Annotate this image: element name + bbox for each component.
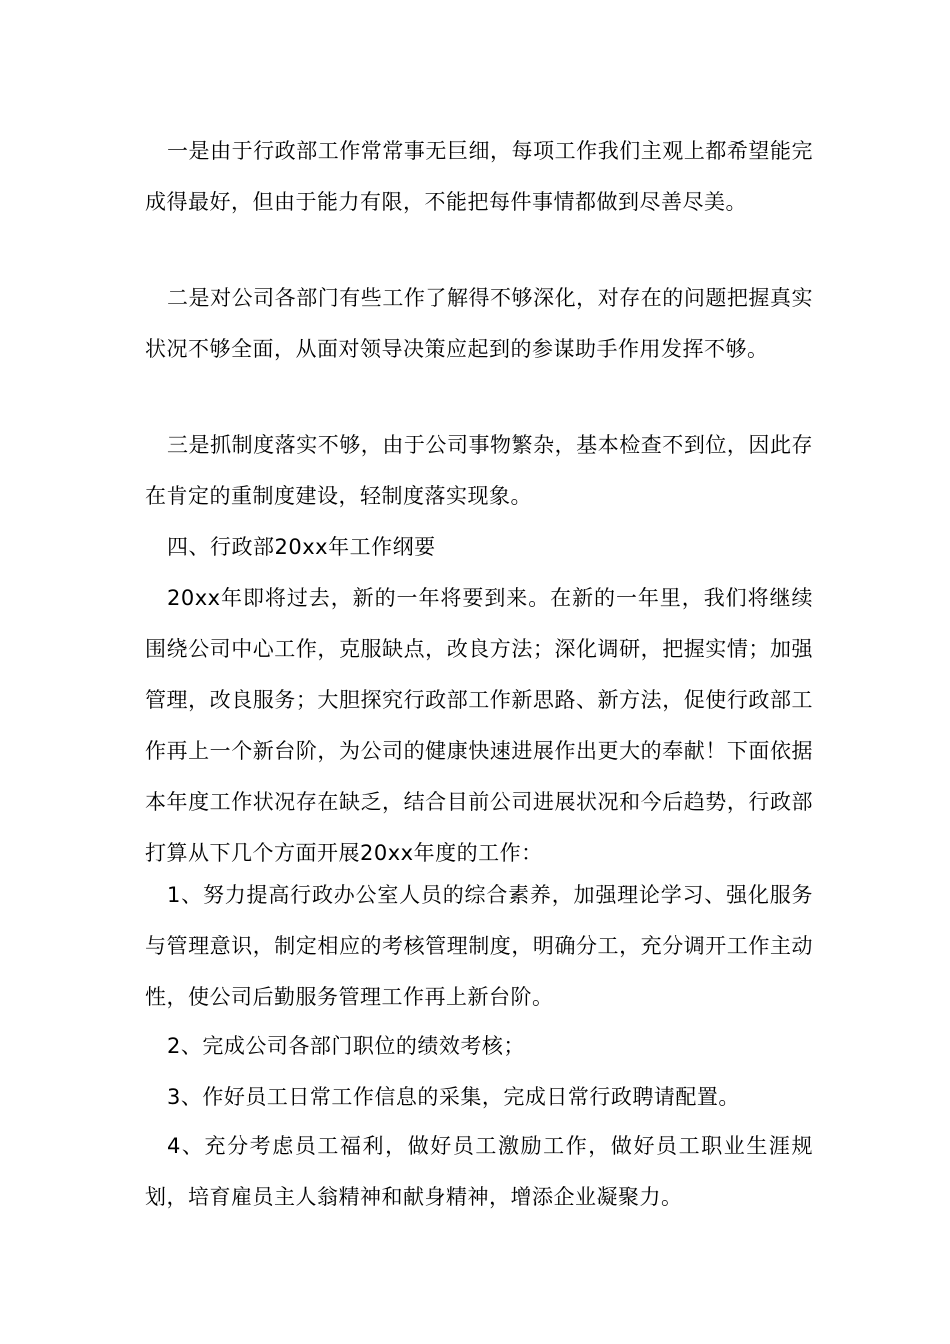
list-item-2: 2、完成公司各部门职位的绩效考核； [167, 1034, 525, 1058]
paragraph-point-one: 一是由于行政部工作常常事无巨细，每项工作我们主观上都希望能完成得最好，但由于能力有限，不能把每件事情都做到尽善尽美。 [145, 139, 813, 214]
paragraph-point-three: 三是抓制度落实不够，由于公司事物繁杂，基本检查不到位，因此存在肯定的重制度建设，轻制度落实现象。 [145, 433, 813, 508]
paragraph-intro: 20xx年即将过去，新的一年将要到来。在新的一年里，我们将继续围绕公司中心工作，克服缺点，改良方法；深化调研，把握实情；加强管理，改良服务；大胆探究行政部工作新思路、新方法，促使行政部工作再上一个新台阶，为公司的健康快速进展作出更大的奉献！下面依据本年度工作状况存在缺乏，结合目前公司进展状况和今后趋势，行政部打算从下几个方面开展20xx年度的工作： [145, 586, 813, 865]
section-heading-four: 四、行政部20xx年工作纲要 [167, 535, 436, 559]
list-item-1: 1、努力提高行政办公室人员的综合素养，加强理论学习、强化服务与管理意识，制定相应的考核管理制度，明确分工，充分调开工作主动性，使公司后勤服务管理工作再上新台阶。 [145, 883, 813, 1009]
paragraph-point-two: 二是对公司各部门有些工作了解得不够深化，对存在的问题把握真实状况不够全面，从面对领导决策应起到的参谋助手作用发挥不够。 [145, 286, 813, 361]
list-item-3: 3、作好员工日常工作信息的采集，完成日常行政聘请配置。 [167, 1085, 740, 1109]
list-item-4: 4、充分考虑员工福利，做好员工激励工作，做好员工职业生涯规划，培育雇员主人翁精神和献身精神，增添企业凝聚力。 [145, 1134, 813, 1209]
